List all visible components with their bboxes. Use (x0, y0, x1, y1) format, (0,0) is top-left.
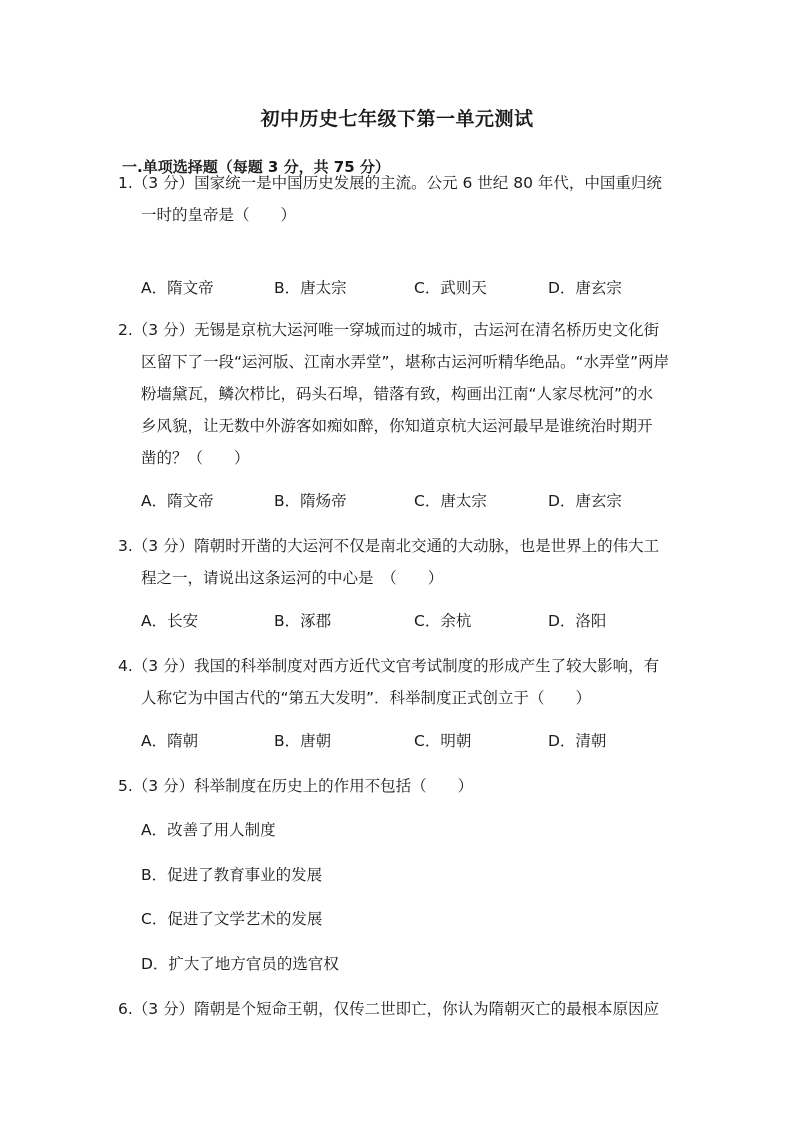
option-d[interactable]: D．唐玄宗 (548, 492, 622, 510)
question-5-line-1: 5.（3 分）科举制度在历史上的作用不包括（ ） (118, 777, 474, 795)
question-4 (118, 650, 678, 714)
option-d[interactable]: D．清朝 (548, 732, 607, 750)
option-c[interactable]: C．促进了文学艺术的发展 (141, 910, 323, 928)
option-a[interactable]: A．长安 (141, 612, 199, 630)
question-1-line-1: 1.（3 分）国家统一是中国历史发展的主流。公元 6 世纪 80 年代，中国重归统 (118, 174, 662, 192)
option-a[interactable]: A．隋文帝 (141, 492, 214, 510)
option-b[interactable]: B．唐朝 (274, 732, 332, 750)
question-2-line-3: 粉墙黛瓦，鳞次栉比，码头石埠，错落有致，构画出江南“人家尽枕河”的水 (141, 385, 654, 403)
question-2-options (141, 489, 681, 513)
question-4-line-1: 4.（3 分）我国的科举制度对西方近代文官考试制度的形成产生了较大影响，有 (118, 657, 660, 675)
question-1-options (141, 276, 681, 300)
question-3-line-1: 3.（3 分）隋朝时开凿的大运河不仅是南北交通的大动脉，也是世界上的伟大工 (118, 537, 660, 555)
option-d[interactable]: D．扩大了地方官员的选官权 (141, 955, 339, 973)
question-3-options (141, 609, 681, 633)
question-3-line-2: 程之一，请说出这条运河的中心是 （ ） (141, 569, 444, 587)
option-c[interactable]: C．明朝 (414, 732, 472, 750)
option-b[interactable]: B．涿郡 (274, 612, 332, 630)
question-5 (118, 770, 678, 802)
page-title: 初中历史七年级下第一单元测试 (260, 108, 534, 130)
question-1 (118, 167, 678, 231)
option-a[interactable]: A．隋文帝 (141, 279, 214, 297)
option-c[interactable]: C．唐太宗 (414, 492, 487, 510)
option-c[interactable]: C．余杭 (414, 612, 472, 630)
option-b[interactable]: B．促进了教育事业的发展 (141, 866, 323, 884)
question-2-line-5: 凿的？（ ） (141, 449, 250, 467)
option-b[interactable]: B．唐太宗 (274, 279, 347, 297)
option-b[interactable]: B．隋炀帝 (274, 492, 347, 510)
option-a[interactable]: A．隋朝 (141, 732, 199, 750)
option-c[interactable]: C．武则天 (414, 279, 487, 297)
question-6 (118, 993, 678, 1025)
question-2-line-1: 2.（3 分）无锡是京杭大运河唯一穿城而过的城市，古运河在清名桥历史文化街 (118, 321, 660, 339)
question-2-line-4: 乡风貌，让无数中外游客如痴如醉，你知道京杭大运河最早是谁统治时期开 (141, 417, 653, 435)
section-heading: 一.单项选择题（每题 3 分，共 75 分） (122, 158, 390, 176)
option-a[interactable]: A．改善了用人制度 (141, 821, 276, 839)
question-2 (118, 314, 678, 474)
question-4-options (141, 729, 681, 753)
question-3 (118, 530, 678, 594)
question-4-line-2: 人称它为中国古代的“第五大发明”．科举制度正式创立于（ ） (141, 689, 592, 707)
option-d[interactable]: D．洛阳 (548, 612, 607, 630)
question-6-line-1: 6.（3 分）隋朝是个短命王朝，仅传二世即亡，你认为隋朝灭亡的最根本原因应 (118, 1000, 660, 1018)
question-2-line-2: 区留下了一段“运河版、江南水弄堂”，堪称古运河听精华绝品。“水弄堂”两岸 (141, 353, 670, 371)
option-d[interactable]: D．唐玄宗 (548, 279, 622, 297)
question-1-line-2: 一时的皇帝是（ ） (141, 206, 297, 224)
